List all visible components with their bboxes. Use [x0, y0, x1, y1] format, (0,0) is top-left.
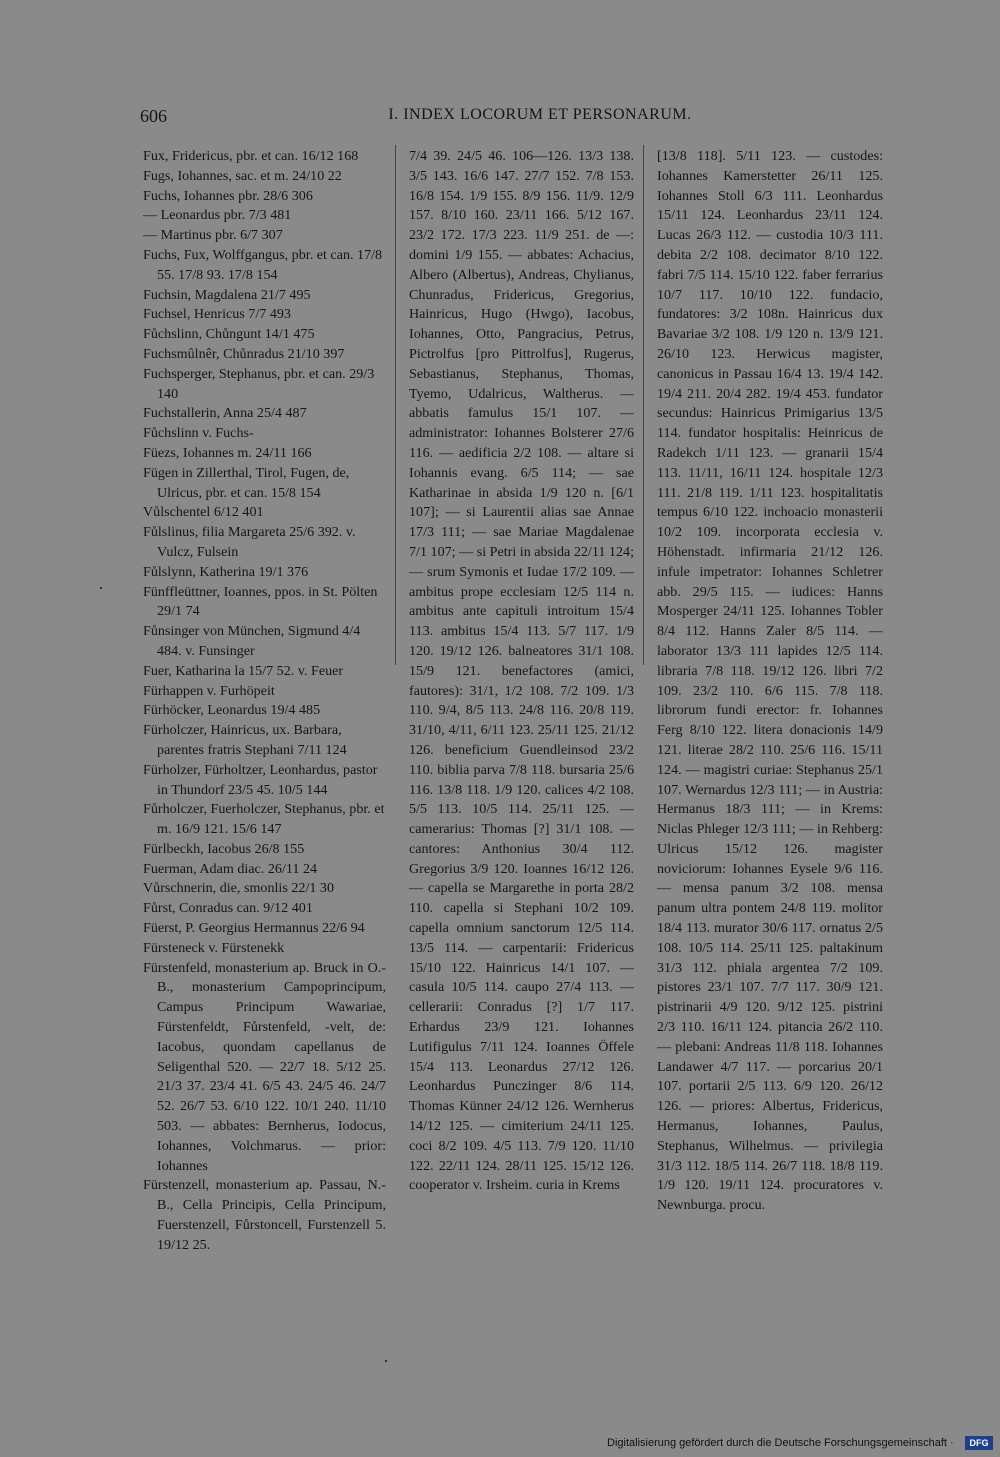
index-entry: Fuerman, Adam diac. 26/11 24: [143, 860, 318, 877]
column-rule-right: [643, 145, 644, 665]
index-entry: Fuchsperger, Stephanus, pbr. et can. 29/3 140: [143, 365, 375, 402]
index-entry: Fůnsinger von München, Sigmund 4/4 484. v. Funsinger: [143, 623, 361, 659]
page-number: 606: [140, 106, 167, 126]
index-entry: Fůrst, Conradus can. 9/12 401: [143, 900, 313, 917]
index-entry: Fuchstallerin, Anna 25/4 487: [143, 405, 307, 422]
index-entry: [13/8 118]. 5/11 123. — custodes: Iohannes Kamerstetter 26/11 125. Iohannes Stoll 6/3 111. Leonhardus 15/11 124. Leonhardus 23/11 124. Lucas 26/3 112. — custodia 10/3 111. debita 2/2 108. decimator 8/10 122. fabri 7/5 114. 15/10 122. faber ferrarius 10/7 117. 10/10 122. fundacio, fundatores: 3/2 108n. Hainricus dux Bavariae 3/2 108. 1/9 120 n. 13/9 121. 26/10 123. Herwicus magister, canonicus in Passau 16/4 13. 19/4 142. 19/4 211. 20/4 282. 19/4 453. fundator secundus: Hainricus Primigarius 13/5 114. fundator hospitalis: Heinricus de Radekch 1/11 123. — granarii 15/4 113. 11/11, 16/11 124. hospitale 12/3 111. 21/8 119. 1/11 123. hospitalitatis tempus 6/10 122. inchoacio monasterii 10/2 109. incorporata ecclesia v. Höhenstadt. infirmaria 21/12 126. infule impetrator: Iohannes Schletrer abb. 29/5 115. — iudices: Hanns Mosperger 24/11 125. Iohannes Tobler 8/4 112. Hanns Zaler 8/5 114. — laborator 13/3 111 lapides 12/5 114. libraria 7/8 118. 19/12 126. libri 7/2 109. 23/2 110. 6/6 115. 7/8 118. librorum fundi erector: fr. Iohannes Ferg 8/10 122. litera donacionis 14/9 121. literae 28/2 110. 25/6 116. 15/11 124. — magistri curiae: Stephanus 25/1 107. Wernardus 12/3 111; — in Austria: Hermanus 18/3 111; — in Krems: Niclas Phleger 12/3 111; — in Rehberg: Ulricus 15/12 126. magister noviciorum: Iohannes Eysele 9/6 116. — mensa panum 3/2 108. mensa panum ultra pontem 24/8 119. molitor 18/4 113. murator 30/6 117. ornatus 2/5 108. 10/5 114. 25/11 125. paltakinum 31/3 112. phiala argentea 7/2 109. pistores 23/1 107. 7/7 117. 30/9 121. pistrinarii 4/9 120. 9/12 125. pistrini 2/3 110. 16/11 124. pitancia 26/2 110. — plebani: Andreas 11/8 118. Iohannes Landawer 4/7 117. — porcarius 20/1 107. portarii 2/5 113. 6/9 120. 26/12 126. — priores: Albertus, Fridericus, Hermanus, Iohannes, Paulus, Stephanus, Wilhelmus. — privilegia 31/3 112. 18/5 114. 26/7 118. 18/8 119. 1/9 120. 19/11 124. procuratores v. Newnburga. procu.: [657, 148, 883, 1214]
index-column-2: [409, 147, 634, 1196]
index-entry: Fugs, Iohannes, sac. et m. 24/10 22: [143, 167, 342, 184]
index-entry: Fuchsin, Magdalena 21/7 495: [143, 286, 311, 303]
index-entry: Fürstenzell, monasterium ap. Passau, N.-B., Cella Principis, Cella Principum, Fuerstenzell, Fůrstoncell, Furstenzell 5. 19/12 25.: [143, 1177, 386, 1253]
index-entry: Fůchslinn, Chůngunt 14/1 475: [143, 326, 315, 343]
index-entry: Fürlbeckh, Iacobus 26/8 155: [143, 840, 305, 857]
index-entry: Fuchs, Iohannes pbr. 28/6 306: [143, 187, 313, 204]
scan-speck: [385, 1360, 387, 1362]
index-column-3: [657, 147, 883, 1216]
page-header: [140, 106, 880, 134]
index-entry: Fuchsel, Henricus 7/7 493: [143, 306, 291, 323]
dfg-logo: DFG: [965, 1436, 993, 1450]
index-entry: Füerst, P. Georgius Hermannus 22/6 94: [143, 920, 365, 937]
index-entry: Fürstenfeld, monasterium ap. Bruck in O.-B., monasterium Campoprincipum, Campus Principum Wawariae, Fürstenfeldt, Fůrstenfeld, -velt, de: Iacobus, quondam capellanus de Seligenthal 520. — 22/7 18. 5/12 25. 21/3 37. 23/4 41. 6/5 43. 24/5 46. 24/7 52. 26/7 53. 6/10 122. 10/1 240. 11/10 503. — abbates: Bernherus, Iodocus, Iohannes, Volchmarus. — prior: Iohannes: [143, 959, 386, 1174]
index-entry: Fuer, Katharina la 15/7 52. v. Feuer: [143, 662, 344, 679]
index-entry: Fügen in Zillerthal, Tirol, Fugen, de, Ulricus, pbr. et can. 15/8 154: [143, 464, 350, 501]
index-entry: Fux, Fridericus, pbr. et can. 16/12 168: [143, 148, 359, 164]
index-entry: — Martinus pbr. 6/7 307: [143, 227, 283, 244]
index-entry: — Leonardus pbr. 7/3 481: [143, 207, 292, 224]
index-entry: Füezs, Iohannes m. 24/11 166: [143, 444, 312, 461]
index-entry: Fürholzer, Fürholtzer, Leonhardus, pastor in Thundorf 23/5 45. 10/5 144: [143, 761, 378, 798]
index-entry: Fůchslinn v. Fuchs-: [143, 425, 254, 442]
index-entry: Fůlslynn, Katherina 19/1 376: [143, 563, 309, 580]
index-entry: Fuchsmûlnêr, Chůnradus 21/10 397: [143, 345, 345, 362]
index-entry: Fůlslinus, filia Margareta 25/6 392. v. Vulcz, Fulsein: [143, 524, 356, 560]
column-rule-left: [395, 145, 396, 665]
index-entry: Fünffleüttner, Ioannes, ppos. in St. Pölten 29/1 74: [143, 583, 378, 620]
index-entry: Vůrschnerin, die, smonlis 22/1 30: [143, 880, 335, 897]
index-column-1: [143, 147, 386, 1256]
digitization-credit: Digitalisierung gefördert durch die Deutsche Forschungsgemeinschaft ·: [607, 1437, 954, 1449]
index-entry: Fürholczer, Hainricus, ux. Barbara, parentes fratris Stephani 7/11 124: [143, 722, 347, 758]
running-title: I. INDEX LOCORUM ET PERSONARUM.: [388, 106, 692, 123]
index-entry: Vůlschentel 6/12 401: [143, 504, 264, 521]
scan-speck: [100, 587, 102, 589]
index-entry: Fuchs, Fux, Wolffgangus, pbr. et can. 17/8 55. 17/8 93. 17/8 154: [143, 246, 383, 283]
index-entry: Fürhöcker, Leonardus 19/4 485: [143, 702, 321, 719]
index-entry: Fürsteneck v. Fürstenekk: [143, 939, 285, 956]
index-entry: 7/4 39. 24/5 46. 106—126. 13/3 138. 3/5 143. 16/6 147. 27/7 152. 7/8 153. 16/8 154. 1/9 155. 8/9 156. 11/9. 12/9 157. 8/10 160. 23/11 166. 5/12 167. 23/2 172. 17/3 223. 11/9 251. de —: domini 1/9 155. — abbates: Achacius, Albero (Albertus), Andreas, Chylianus, Chunradus, Fridericus, Gregorius, Hainricus, Hugo (Hwgo), Iacobus, Iohannes, Otto, Pangracius, Petrus, Pictrolfus [pro Pittrolfus], Rugerus, Sebastianus, Stephanus, Thomas, Tyemo, Udalricus, Waltherus. — abbatis famulus 15/1 107. — administrator: Iohannes Bolsterer 27/6 116. — aedificia 2/2 108. — altare si Iohannis evang. 6/5 114; — sae Katharinae in absida 1/9 120 n. [6/1 107]; — si Laurentii alias sae Annae 17/3 111; — sae Mariae Magdalenae 7/1 107; — si Petri in absida 22/11 124; — srum Symonis et Iudae 17/2 109. — ambitus prope ecclesiam 12/5 114 n. ambitus ante capituli introitum 15/4 113. ambitus 15/4 113. 5/7 117. 1/9 120. 19/12 126. balneatores 31/1 108. 15/9 121. benefactores (amici, fautores): 31/1, 1/2 108. 7/2 109. 1/3 110. 9/4, 8/5 113. 24/8 116. 20/8 119. 31/10, 4/11, 6/11 123. 25/11 125. 21/12 126. beneficium Guendleinsod 23/2 110. biblia parva 7/8 118. bursaria 25/6 116. 13/8 118. 1/9 120. calices 4/2 108. 5/5 113. 10/5 114. 25/11 125. — camerarius: Thomas [?] 31/1 108. — cantores: Anthonius 30/4 112. Gregorius 3/9 120. Ioannes 16/12 126. — capella se Margarethe in porta 28/2 110. capella si Stephani 10/2 109. capella omnium sanctorum 12/5 114. 13/5 114. — carpentarii: Fridericus 15/10 122. Hainricus 14/1 107. — casula 10/5 114. caupo 27/4 113. — cellerarii: Conradus [?] 1/7 117. Erhardus 23/9 121. Iohannes Lutifigulus 7/11 124. Ioannes Öffele 15/4 113. Leonardus 27/12 126. Leonhardus Punczinger 8/6 114. Thomas Künner 24/12 126. Wernherus 14/12 125. — cimiterium 24/11 125. coci 8/2 109. 4/5 113. 7/9 120. 11/10 122. 22/11 124. 28/11 125. 15/12 126. cooperator v. Irsheim. curia in Krems: [409, 148, 634, 1194]
index-entry: Fürhappen v. Furhöpeit: [143, 682, 275, 699]
index-entry: Fůrholczer, Fuerholczer, Stephanus, pbr. et m. 16/9 121. 15/6 147: [143, 801, 385, 838]
